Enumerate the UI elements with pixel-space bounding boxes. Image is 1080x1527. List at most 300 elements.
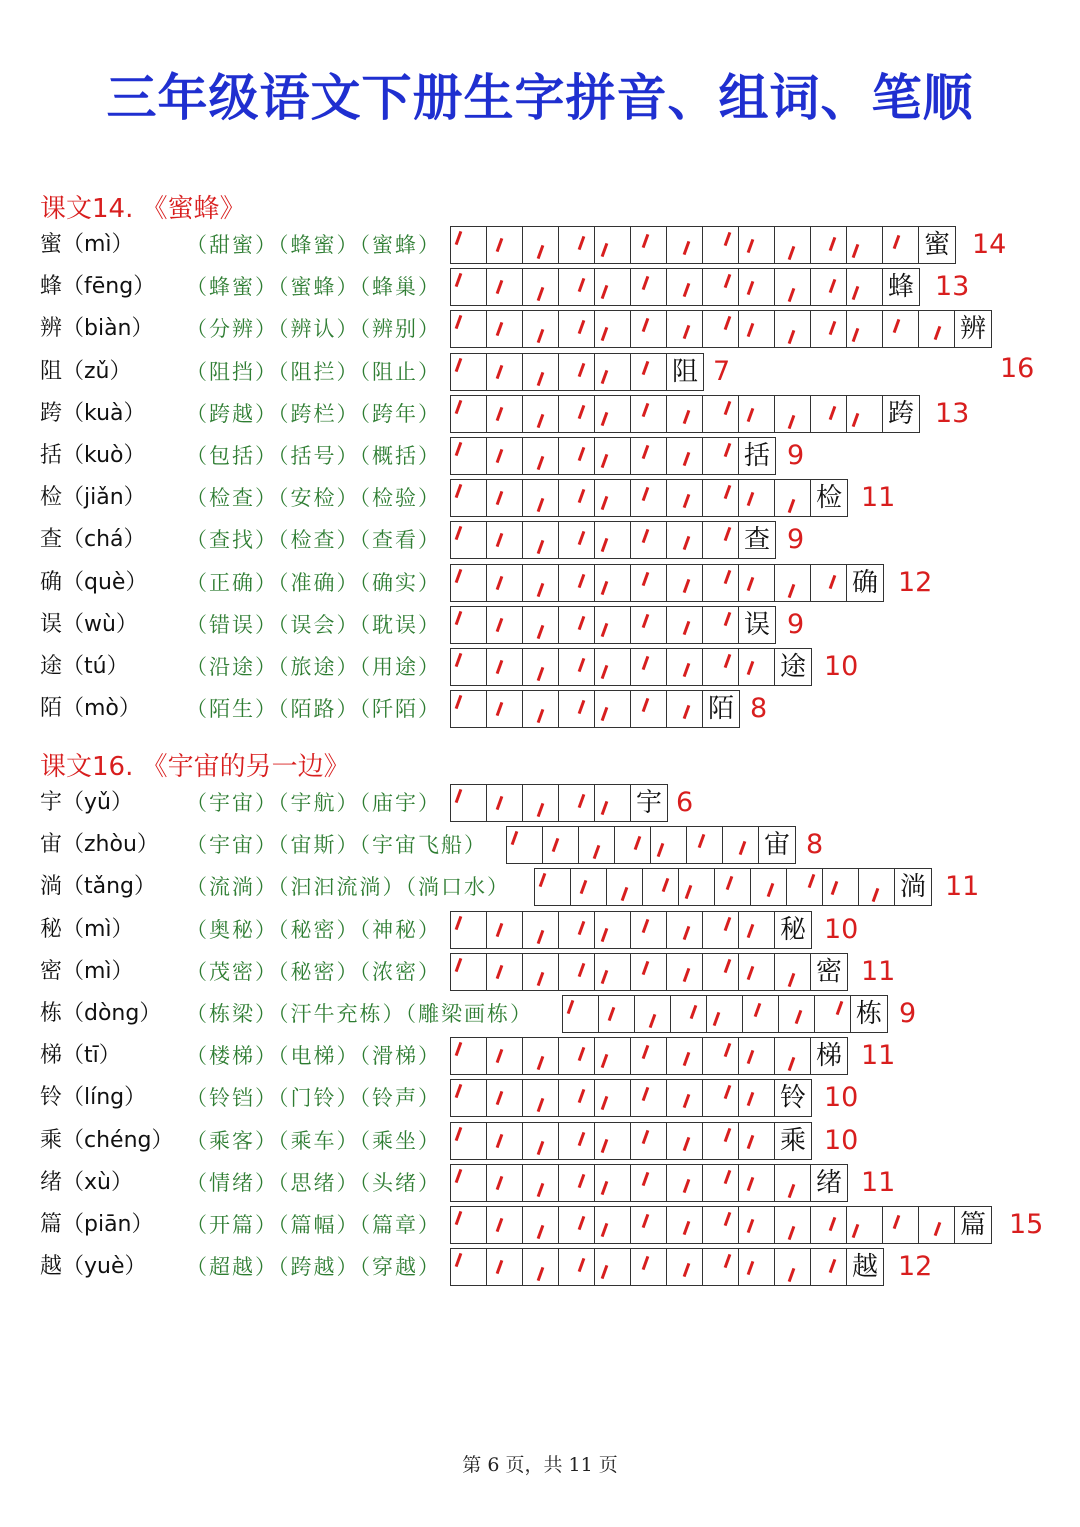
stroke-mark xyxy=(747,1261,755,1275)
character-row xyxy=(40,1248,1040,1286)
stroke-step-cell xyxy=(595,354,631,390)
stroke-step-cell xyxy=(595,785,631,821)
stroke-step-cell xyxy=(739,480,775,516)
stroke-count: 11 xyxy=(861,1166,896,1198)
stroke-mark xyxy=(836,1001,844,1015)
stroke-step-cell xyxy=(775,480,811,516)
stroke-step-cell xyxy=(559,522,595,558)
stroke-step-cell xyxy=(595,311,631,347)
stroke-mark xyxy=(578,616,586,630)
character-row xyxy=(40,1037,1040,1075)
stroke-mark xyxy=(537,930,545,944)
stroke-mark xyxy=(537,1225,545,1239)
stroke-step-cell xyxy=(523,649,559,685)
stroke-mark xyxy=(552,838,560,852)
stroke-mark xyxy=(683,621,691,635)
page-title: 三年级语文下册生字拼音、组词、笔顺 xyxy=(106,69,974,127)
stroke-step-cell xyxy=(631,480,667,516)
stroke-mark xyxy=(724,443,732,457)
stroke-count: 10 xyxy=(824,913,859,945)
stroke-mark xyxy=(683,579,691,593)
stroke-step-cell xyxy=(451,1207,487,1243)
stroke-order-boxes xyxy=(450,1079,812,1117)
stroke-step-cell: 栋 xyxy=(855,999,882,1029)
stroke-step-cell xyxy=(847,396,883,432)
word-examples: （奥秘）（秘密）（神秘） xyxy=(186,917,441,942)
stroke-order-boxes xyxy=(450,353,704,391)
stroke-count: 8 xyxy=(806,829,824,861)
stroke-step-cell xyxy=(595,227,631,263)
stroke-mark xyxy=(724,316,732,330)
stroke-step-cell xyxy=(487,522,523,558)
stroke-step-cell: 越 xyxy=(851,1252,878,1283)
stroke-count: 14 xyxy=(972,229,1007,260)
stroke-step-cell xyxy=(523,1080,559,1116)
stroke-mark xyxy=(537,583,545,597)
stroke-step-cell: 秘 xyxy=(779,914,806,945)
stroke-step-cell xyxy=(811,396,847,432)
stroke-order-boxes xyxy=(450,648,812,686)
stroke-mark xyxy=(601,285,609,299)
stroke-mark xyxy=(455,442,463,456)
stroke-mark xyxy=(578,1258,586,1272)
stroke-step-cell xyxy=(559,607,595,643)
stroke-mark xyxy=(496,1176,504,1190)
word-examples: （蜂蜜）（蜜蜂）（蜂巢） xyxy=(186,275,441,300)
stroke-step-cell xyxy=(739,649,775,685)
stroke-count: 8 xyxy=(750,693,768,725)
stroke-mark xyxy=(683,452,691,466)
stroke-step-cell xyxy=(847,269,883,305)
stroke-order-boxes xyxy=(450,911,812,949)
stroke-mark xyxy=(496,1091,504,1105)
stroke-mark xyxy=(642,276,650,290)
stroke-step-cell xyxy=(703,1123,739,1159)
stroke-mark xyxy=(683,1052,691,1066)
stroke-mark xyxy=(539,873,547,887)
stroke-count: 10 xyxy=(824,1082,859,1114)
stroke-step-cell xyxy=(451,691,487,727)
stroke-step-cell xyxy=(451,1038,487,1074)
stroke-step-cell xyxy=(723,827,759,863)
stroke-mark xyxy=(511,831,519,845)
stroke-mark xyxy=(455,611,463,625)
stroke-step-cell: 淌 xyxy=(899,872,926,903)
character-row xyxy=(40,353,1040,391)
stroke-mark xyxy=(601,707,609,721)
stroke-mark xyxy=(537,1056,545,1070)
stroke-step-cell: 密 xyxy=(815,956,842,987)
stroke-step-cell: 查 xyxy=(743,525,770,556)
stroke-step-cell: 宙 xyxy=(763,830,790,861)
character-with-pinyin: 越（yuè） xyxy=(40,1254,147,1280)
stroke-mark xyxy=(496,322,504,336)
character-row xyxy=(40,1164,1040,1202)
stroke-mark xyxy=(642,1214,650,1228)
stroke-step-cell xyxy=(667,1249,703,1285)
stroke-step-cell xyxy=(595,565,631,601)
stroke-step-cell xyxy=(595,1249,631,1285)
stroke-mark xyxy=(642,656,650,670)
stroke-step-cell xyxy=(667,1123,703,1159)
stroke-mark xyxy=(795,1010,803,1024)
stroke-step-cell xyxy=(631,354,667,390)
stroke-mark xyxy=(683,241,691,255)
stroke-step-cell xyxy=(919,311,955,347)
stroke-mark xyxy=(829,1217,837,1231)
stroke-step-cell xyxy=(595,1080,631,1116)
stroke-step-cell xyxy=(451,785,487,821)
word-examples: （情绪）（思绪）（头绪） xyxy=(186,1170,441,1195)
stroke-order-boxes xyxy=(450,606,776,644)
stroke-order-boxes xyxy=(450,1164,848,1202)
stroke-step-cell xyxy=(631,649,667,685)
stroke-mark xyxy=(872,888,880,902)
stroke-step-cell xyxy=(595,438,631,474)
stroke-mark xyxy=(788,1226,796,1240)
stroke-mark xyxy=(601,665,609,679)
stroke-order-boxes xyxy=(450,310,992,348)
character-with-pinyin: 秘（mì） xyxy=(40,916,134,942)
stroke-step-cell xyxy=(523,1123,559,1159)
stroke-mark xyxy=(642,403,650,417)
stroke-mark xyxy=(683,325,691,339)
stroke-mark xyxy=(747,966,755,980)
stroke-count: 12 xyxy=(898,1251,933,1283)
stroke-mark xyxy=(724,1085,732,1099)
stroke-step-cell xyxy=(703,649,739,685)
stroke-step-cell xyxy=(559,311,595,347)
stroke-mark xyxy=(829,575,837,589)
stroke-step-cell xyxy=(559,565,595,601)
stroke-mark xyxy=(788,288,796,302)
stroke-order-boxes xyxy=(450,521,776,559)
stroke-mark xyxy=(747,492,755,506)
stroke-mark xyxy=(893,235,901,249)
stroke-step-cell xyxy=(715,869,751,905)
stroke-count: 11 xyxy=(861,955,896,987)
stroke-mark xyxy=(642,445,650,459)
character-row xyxy=(40,690,1040,728)
stroke-mark xyxy=(578,278,586,292)
stroke-step-cell xyxy=(823,869,859,905)
character-row xyxy=(40,395,1040,433)
word-examples: （检查）（安检）（检验） xyxy=(186,486,441,511)
stroke-mark xyxy=(537,667,545,681)
stroke-mark xyxy=(747,323,755,337)
stroke-step-cell xyxy=(667,691,703,727)
stroke-mark xyxy=(893,1215,901,1229)
stroke-mark xyxy=(726,876,734,890)
stroke-step-cell xyxy=(667,1080,703,1116)
character-row xyxy=(40,521,1040,559)
character-with-pinyin: 乘（chéng） xyxy=(40,1127,174,1153)
stroke-mark xyxy=(601,496,609,510)
stroke-mark xyxy=(788,330,796,344)
stroke-order-boxes xyxy=(450,1248,884,1286)
stroke-mark xyxy=(683,410,691,424)
stroke-mark xyxy=(724,570,732,584)
stroke-step-cell xyxy=(595,1123,631,1159)
stroke-step-cell xyxy=(859,869,895,905)
stroke-step-cell xyxy=(523,480,559,516)
stroke-count: 11 xyxy=(861,1040,896,1072)
stroke-count: 13 xyxy=(935,397,970,429)
stroke-step-cell xyxy=(451,954,487,990)
character-with-pinyin: 蜜（mì） xyxy=(40,232,134,257)
stroke-step-cell: 确 xyxy=(851,567,878,598)
stroke-mark xyxy=(934,1222,942,1236)
stroke-mark xyxy=(683,536,691,550)
stroke-step-cell xyxy=(559,269,595,305)
stroke-step-cell xyxy=(631,912,667,948)
stroke-step-cell xyxy=(775,1165,811,1201)
stroke-mark xyxy=(683,1094,691,1108)
stroke-mark xyxy=(601,581,609,595)
stroke-mark xyxy=(578,1089,586,1103)
stroke-mark xyxy=(829,321,837,335)
stroke-mark xyxy=(455,484,463,498)
stroke-mark xyxy=(788,1057,796,1071)
stroke-mark xyxy=(893,319,901,333)
stroke-step-cell xyxy=(667,480,703,516)
stroke-mark xyxy=(852,286,860,300)
stroke-mark xyxy=(496,1134,504,1148)
stroke-mark xyxy=(496,365,504,379)
stroke-mark xyxy=(537,498,545,512)
word-examples: （陌生）（陌路）（阡陌） xyxy=(186,697,441,722)
stroke-mark xyxy=(537,972,545,986)
stroke-step-cell xyxy=(523,269,559,305)
stroke-mark xyxy=(747,577,755,591)
stroke-step-cell xyxy=(775,1249,811,1285)
stroke-step-cell xyxy=(679,869,715,905)
stroke-mark xyxy=(537,803,545,817)
stroke-mark xyxy=(537,1183,545,1197)
stroke-step-cell xyxy=(631,269,667,305)
stroke-order-boxes xyxy=(450,690,740,728)
stroke-mark xyxy=(578,531,586,545)
word-examples: （开篇）（篇幅）（篇章） xyxy=(186,1213,441,1237)
character-with-pinyin: 途（tú） xyxy=(40,654,129,679)
stroke-mark xyxy=(496,702,504,716)
stroke-mark xyxy=(642,1045,650,1059)
stroke-mark xyxy=(578,963,586,977)
stroke-step-cell xyxy=(667,311,703,347)
character-row xyxy=(40,868,1040,906)
character-row xyxy=(40,479,1040,517)
stroke-step-cell xyxy=(559,954,595,990)
stroke-mark xyxy=(685,885,693,899)
stroke-mark xyxy=(852,328,860,342)
stroke-step-cell xyxy=(523,311,559,347)
stroke-step-cell xyxy=(487,565,523,601)
stroke-mark xyxy=(455,569,463,583)
stroke-count: 12 xyxy=(898,566,933,598)
stroke-mark xyxy=(601,412,609,426)
character-with-pinyin: 宙（zhòu） xyxy=(40,832,159,858)
stroke-mark xyxy=(537,709,545,723)
stroke-step-cell xyxy=(787,869,823,905)
stroke-step-cell xyxy=(523,1165,559,1201)
stroke-step-cell xyxy=(451,480,487,516)
word-examples: （沿途）（旅途）（用途） xyxy=(186,655,441,679)
stroke-step-cell xyxy=(775,1207,811,1243)
stroke-step-cell xyxy=(775,1038,811,1074)
stroke-step-cell xyxy=(667,1207,703,1243)
page-footer: 第 6 页，共 11 页 xyxy=(462,1454,618,1476)
stroke-step-cell xyxy=(779,996,815,1032)
stroke-mark xyxy=(747,1092,755,1106)
stroke-step-cell xyxy=(595,1038,631,1074)
stroke-order-boxes xyxy=(450,1122,812,1160)
stroke-mark xyxy=(455,1084,463,1098)
stroke-order-boxes xyxy=(450,437,776,475)
stroke-mark xyxy=(496,407,504,421)
stroke-step-cell xyxy=(579,827,615,863)
word-examples: （分辨）（辨认）（辨别） xyxy=(186,317,441,342)
stroke-step-cell xyxy=(743,996,779,1032)
stroke-step-cell xyxy=(487,269,523,305)
stroke-step-cell xyxy=(523,396,559,432)
character-with-pinyin: 查（chá） xyxy=(40,527,146,553)
stroke-mark xyxy=(537,287,545,301)
character-with-pinyin: 蜂（fēng） xyxy=(40,274,156,300)
stroke-mark xyxy=(649,1014,657,1028)
character-row xyxy=(40,564,1040,602)
word-examples: （甜蜜）（蜂蜜）（蜜蜂） xyxy=(186,233,441,257)
stroke-mark xyxy=(601,538,609,552)
stroke-count: 9 xyxy=(899,998,917,1029)
stroke-step-cell xyxy=(595,522,631,558)
character-row xyxy=(40,648,1040,686)
stroke-count: 10 xyxy=(824,1124,859,1156)
stroke-step-cell xyxy=(451,649,487,685)
stroke-step-cell xyxy=(883,227,919,263)
stroke-mark xyxy=(642,529,650,543)
stroke-step-cell xyxy=(451,1249,487,1285)
stroke-step-cell xyxy=(631,227,667,263)
word-examples: （跨越）（跨栏）（跨年） xyxy=(186,401,441,426)
stroke-step-cell xyxy=(487,438,523,474)
stroke-step-cell xyxy=(595,1165,631,1201)
stroke-mark xyxy=(724,232,732,246)
stroke-step-cell xyxy=(451,1165,487,1201)
stroke-mark xyxy=(537,456,545,470)
stroke-step-cell xyxy=(703,480,739,516)
stroke-step-cell xyxy=(811,565,847,601)
stroke-step-cell: 铃 xyxy=(779,1083,806,1114)
stroke-step-cell xyxy=(451,227,487,263)
stroke-mark xyxy=(698,834,706,848)
stroke-count: 11 xyxy=(945,871,980,903)
stroke-step-cell xyxy=(667,649,703,685)
stroke-mark xyxy=(724,959,732,973)
stroke-mark xyxy=(580,880,588,894)
lesson-heading: 课文16. 《宇宙的另一边》 xyxy=(40,752,350,782)
stroke-mark xyxy=(537,1141,545,1155)
stroke-step-cell xyxy=(631,396,667,432)
word-examples: （宇宙）（宙斯）（宇宙飞船） xyxy=(186,833,487,858)
stroke-mark xyxy=(601,928,609,942)
stroke-step-cell xyxy=(559,1249,595,1285)
word-examples: （阻挡）（阻拦）（阻止） xyxy=(186,359,441,384)
stroke-mark xyxy=(496,238,504,252)
stroke-step-cell xyxy=(451,607,487,643)
stroke-mark xyxy=(601,454,609,468)
stroke-mark xyxy=(724,1043,732,1057)
stroke-mark xyxy=(852,413,860,427)
stroke-mark xyxy=(767,883,775,897)
stroke-step-cell xyxy=(451,354,487,390)
stroke-step-cell xyxy=(703,1207,739,1243)
stroke-order-boxes xyxy=(506,826,796,864)
stroke-step-cell xyxy=(487,691,523,727)
stroke-mark xyxy=(788,973,796,987)
stroke-step-cell xyxy=(523,691,559,727)
stroke-mark xyxy=(808,874,816,888)
stroke-step-cell xyxy=(523,912,559,948)
stroke-mark xyxy=(724,917,732,931)
stroke-mark xyxy=(724,1128,732,1142)
stroke-mark xyxy=(601,1054,609,1068)
stroke-mark xyxy=(690,1005,698,1019)
stroke-mark xyxy=(537,372,545,386)
stroke-step-cell xyxy=(667,565,703,601)
stroke-step-cell xyxy=(775,565,811,601)
stroke-step-cell xyxy=(487,1165,523,1201)
stroke-step-cell xyxy=(595,480,631,516)
stroke-step-cell xyxy=(815,996,851,1032)
stroke-step-cell xyxy=(487,1038,523,1074)
stroke-step-cell xyxy=(535,869,571,905)
stroke-mark xyxy=(683,283,691,297)
stroke-step-cell xyxy=(631,1038,667,1074)
stroke-step-cell xyxy=(703,607,739,643)
word-examples: （乘客）（乘车）（乘坐） xyxy=(186,1128,441,1153)
stroke-mark xyxy=(634,836,642,850)
stroke-mark xyxy=(537,245,545,259)
character-with-pinyin: 括（kuò） xyxy=(40,443,146,468)
stroke-mark xyxy=(683,968,691,982)
stroke-mark xyxy=(496,660,504,674)
stroke-mark xyxy=(724,1170,732,1184)
stroke-mark xyxy=(747,924,755,938)
stroke-step-cell xyxy=(739,565,775,601)
stroke-mark xyxy=(455,1211,463,1225)
stroke-step-cell xyxy=(847,227,883,263)
stroke-mark xyxy=(642,234,650,248)
stroke-order-boxes xyxy=(450,268,920,306)
stroke-mark xyxy=(496,1260,504,1274)
stroke-mark xyxy=(601,623,609,637)
stroke-step-cell xyxy=(487,954,523,990)
stroke-mark xyxy=(455,526,463,540)
stroke-order-boxes xyxy=(450,479,848,517)
stroke-step-cell xyxy=(703,311,739,347)
character-row xyxy=(40,995,1040,1033)
stroke-step-cell xyxy=(559,1207,595,1243)
character-row xyxy=(40,268,1040,306)
stroke-step-cell xyxy=(643,869,679,905)
stroke-mark xyxy=(567,1000,575,1014)
stroke-mark xyxy=(683,1179,691,1193)
stroke-step-cell xyxy=(595,649,631,685)
stroke-mark xyxy=(455,958,463,972)
stroke-count: 10 xyxy=(824,651,859,682)
stroke-mark xyxy=(788,415,796,429)
character-with-pinyin: 淌（tǎng） xyxy=(40,874,157,900)
